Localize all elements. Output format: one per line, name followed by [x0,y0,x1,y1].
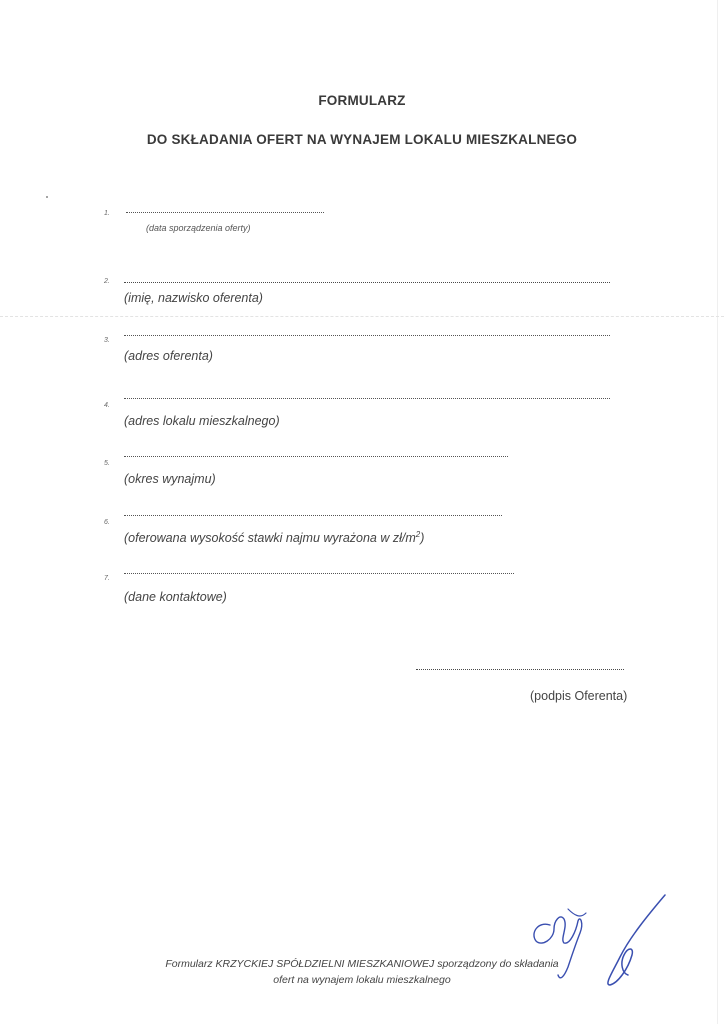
rate-label-close: ) [420,531,425,546]
scan-artifact-line [0,316,724,317]
scan-speck [46,196,48,198]
field-number: 7. [104,575,110,582]
date-fill-line[interactable] [126,212,324,213]
handwritten-signature [520,885,680,995]
field-label-contact: (dane kontaktowe) [124,590,227,604]
footer-line-2: ofert na wynajem lokalu mieszkalnego [273,974,451,986]
field-label-name: (imię, nazwisko oferenta) [124,291,263,305]
field-label-offerer-address: (adres oferenta) [124,349,213,363]
apartment-address-fill-line[interactable] [124,398,610,399]
name-fill-line[interactable] [124,282,610,283]
field-6 [104,511,110,529]
field-1 [104,202,110,220]
field-label-apartment-address: (adres lokalu mieszkalnego) [124,414,280,428]
field-number: 1. [104,210,110,217]
field-number: 6. [104,519,110,526]
page-edge [717,0,718,1024]
field-number: 3. [104,337,110,344]
rate-fill-line[interactable] [124,515,502,516]
field-4 [104,394,110,412]
field-5 [104,452,110,470]
field-number: 4. [104,402,110,409]
field-number: 5. [104,460,110,467]
rate-label-text: (oferowana wysokość stawki najmu wyrażona w zł/m [124,531,416,546]
footer-line-1: Formularz KRZYCKIEJ SPÓŁDZIELNI MIESZKANIOWEJ sporządzony do składania [165,958,559,970]
field-label-rental-period: (okres wynajmu) [124,472,216,486]
offerer-address-fill-line[interactable] [124,335,610,336]
field-number: 2. [104,278,110,285]
field-7 [104,567,110,585]
signature-fill-line[interactable] [416,669,624,670]
field-label-rate [124,530,424,545]
contact-fill-line[interactable] [124,573,514,574]
rate-label-superscript: 2 [415,530,421,539]
field-label-date: (data sporządzenia oferty) [146,223,251,233]
signature-label: (podpis Oferenta) [530,689,628,703]
field-3 [104,329,110,347]
form-subtitle: DO SKŁADANIA OFERT NA WYNAJEM LOKALU MIESZKALNEGO [146,132,578,147]
form-title: FORMULARZ [318,93,406,108]
rental-period-fill-line[interactable] [124,456,508,457]
field-2 [104,270,110,288]
